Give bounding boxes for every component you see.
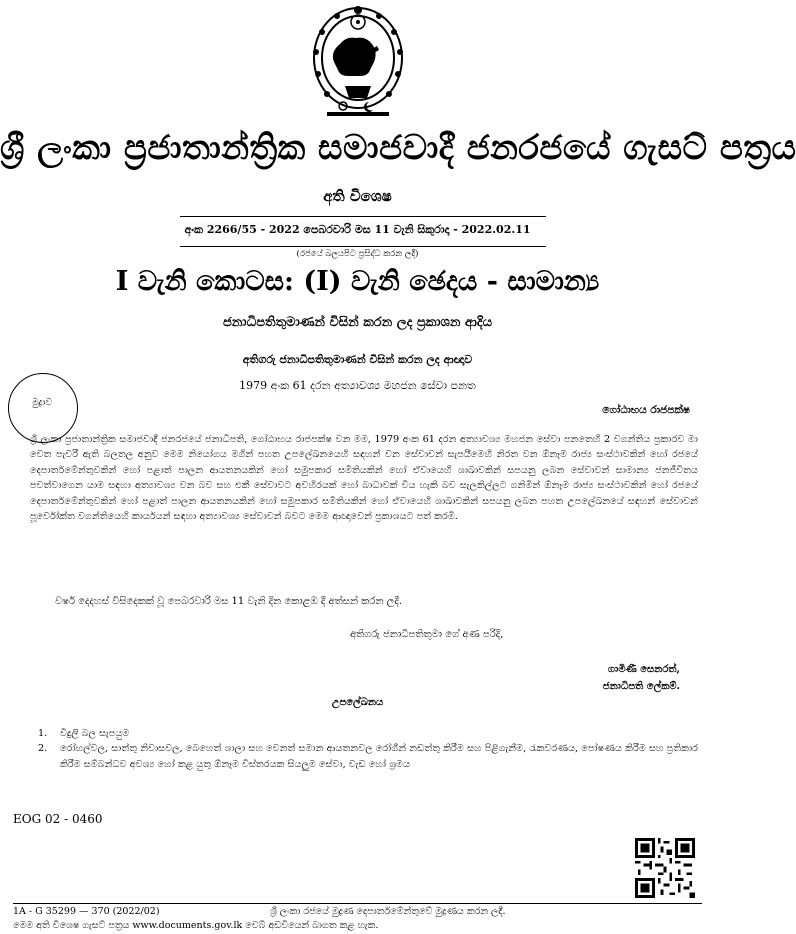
seal-label: මුද්‍රාව xyxy=(32,398,52,408)
secretary-name: ගාමිණී සෙනරත්, xyxy=(607,664,680,675)
footer-download-note: මෙම අති විශෙෂ ගැසට් පත්‍රය www.documents.gov.lk වෙබ් අඩවියෙන් බාගත කළ හැක. xyxy=(13,920,379,931)
by-command-line: අතිගරු ජනාධිපතිතුමා ගේ අණ පරිදි, xyxy=(350,629,504,640)
footer-divider xyxy=(13,903,702,904)
list-item xyxy=(30,726,698,741)
qr-code-icon xyxy=(635,838,695,898)
list-item-number: 2. xyxy=(38,743,48,755)
footer-code: 1A - G 35299 — 370 (2022/02) xyxy=(13,906,160,917)
president-signature-name: ගෝඨාභය රාජපක්ෂ xyxy=(602,404,690,416)
schedule-list xyxy=(30,726,698,772)
divider-top xyxy=(180,216,546,217)
list-item-text: රෝහල්වල, සාත්තු නිවාසවල, බෙහෙත් ශාලා සහ වෙනත් සමාන ආයතනවල රෝගීන් නඩත්තු කිරීම සහ පිළිගැනීම, රැකවරණය, පෝෂණය කිරීම සහ ප්‍රතිකාර කිරීම සම්බන්ධව අවශ්‍ය හෝ කළ යුතු ඕනෑම විස්තරයක සියලුම සේවා, වැඩ හෝ ශ්‍රමය xyxy=(60,743,698,770)
schedule-heading: උපලේඛනය xyxy=(331,697,384,708)
footer-printed-by: ශ්‍රී ලංකා රජයේ මුද්‍රණ දෙපාර්තමේන්තුවේ මුද්‍රණය කරන ලදී. xyxy=(270,906,506,917)
list-item-text: විදුලි බල සැපයුම xyxy=(60,728,130,739)
secretary-title: ජනාධිපති ලේකම්. xyxy=(602,681,680,692)
order-title: අතිගරු ජනාධිපතිතුමාණන් විසින් කරන ලද ආඥාව xyxy=(242,353,473,366)
extraordinary-label: අති විශෙෂ xyxy=(323,187,392,205)
order-body-paragraph: ශ්‍රී ලංකා ප්‍රජාතාන්ත්‍රික සමාජවාදී ජනරජයේ ජනාධිපති, ගෝඨාභය රාජපක්ෂ වන මම, 1979 අංක 61 දරන අත්‍යාවශ්‍ය මහජන සේවා පනතෙහි 2 වගන්තිය ප්‍රකාරව මා වෙත පැවරී ඇති බලතල අනුව මෙම නියෝගය මගින් පහත උපලේඛනයෙහි සඳහන් වන සේවාවන් සැපයීමෙහි නිරත වන ඕනෑම රාජ්‍ය සංස්ථාවකින් හෝ රජයේ දෙපාර්තමේන්තුවකින් හෝ පළාත් පාලන ආයතනයකින් හෝ සමුපකාර සමිතියකින් හෝ ඒවායෙහි ශාඛාවකින් සපයනු ලබන සේවාවන් සාමාන්‍ය ජනජීවිතය පවත්වාගෙන යාම සඳහා අත්‍යාවශ්‍ය වන බව සහ එකී සේවාවට අවහිරයක් හෝ බාධාවක් විය හැකි බව සැලකිල්ලට ගනිමින් ඕනෑම රාජ්‍ය සංස්ථාවකින් හෝ රජයේ දෙපාර්තමේන්තුවකින් හෝ පළාත් පාලන ආයතනයකින් හෝ සමුපකාර සමිතියකින් හෝ ඒවායෙහි ශාඛාවකින් සපයනු ලබන පහත උපලේඛනයේ සඳහන් සේවාවන් පූර්වෝක්ත වගන්තියෙහි කාර්යයන් සඳහා අත්‍යාවශ්‍ය සේවාවන් බවට මෙම ආඥාවෙන් ප්‍රකාශයට පත් කරමි. xyxy=(30,434,698,523)
list-item-number: 1. xyxy=(38,728,48,739)
reference-code: EOG 02 - 0460 xyxy=(13,812,103,826)
published-by-authority: (රජයේ බලයපිට ප්‍රසිද්ධ කරන ලදී) xyxy=(296,249,419,259)
part-heading: I වැනි කොටස: (I) වැනි ඡෙදය - සාමාන්‍ය xyxy=(115,266,600,297)
act-title: 1979 අංක 61 දරන අත්‍යාවශ්‍ය මහජන සේවා පනත xyxy=(239,379,476,392)
list-item xyxy=(30,741,698,772)
given-line: වර්ෂ දෙදහස් විසිදෙකක් වූ පෙබරවාරි මස 11 වැනි දින කොළඹ දී අත්සන් කරන ලදී. xyxy=(55,596,403,607)
divider-bottom xyxy=(180,246,546,247)
state-emblem xyxy=(307,2,409,120)
issue-line: අංක 2266/55 - 2022 පෙබරවාරි මස 11 වැනි සිකුරාදා - 2022.02.11 xyxy=(184,223,531,236)
proclamations-heading: ජනාධිපතිතුමාණන් විසින් කරන ලද ප්‍රකාශන ආදිය xyxy=(222,315,493,330)
gazette-masthead-title: ශ්‍රී ලංකා ප්‍රජාතාන්ත්‍රික සමාජවාදී ජනරජයේ ගැසට් පත්‍රය xyxy=(0,128,796,168)
